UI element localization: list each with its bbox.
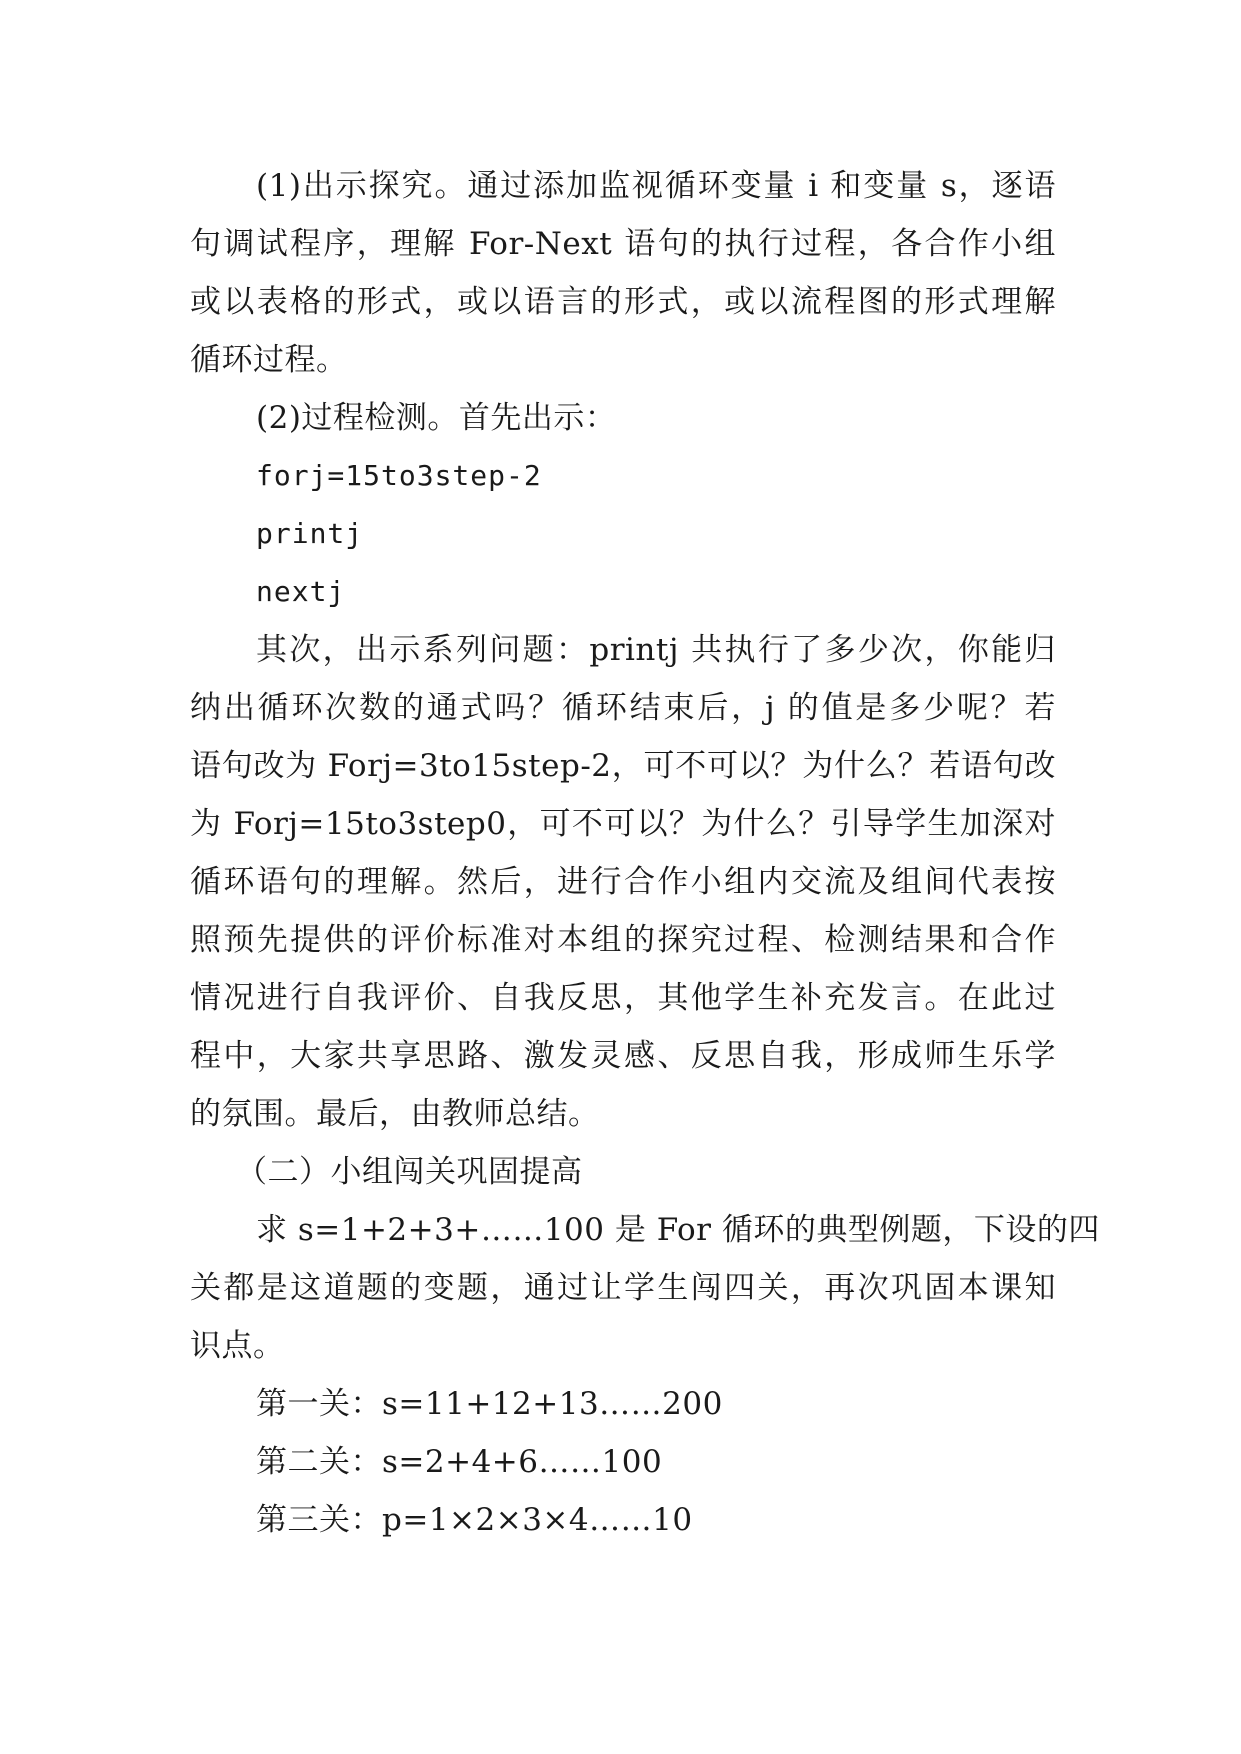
paragraph-4-line-3: 识点。	[190, 1328, 285, 1364]
paragraph-3-line-9: 的氛围。最后，由教师总结。	[190, 1096, 600, 1132]
paragraph-1-line-3: 或以表格的形式，或以语言的形式，或以流程图的形式理解	[190, 284, 1056, 320]
paragraph-1-line-4: 循环过程。	[190, 342, 348, 378]
paragraph-3-line-4: 为 Forj=15to3step0，可不可以？为什么？引导学生加深对	[190, 806, 1056, 842]
paragraph-3-line-3: 语句改为 Forj=3to15step-2，可不可以？为什么？若语句改	[190, 748, 1056, 784]
level-3: 第三关：p=1×2×3×4……10	[256, 1502, 693, 1538]
level-1: 第一关：s=11+12+13……200	[256, 1386, 723, 1422]
level-2: 第二关：s=2+4+6……100	[256, 1444, 663, 1480]
paragraph-3-line-5: 循环语句的理解。然后，进行合作小组内交流及组间代表按	[190, 864, 1056, 900]
paragraph-2: (2)过程检测。首先出示：	[256, 400, 617, 436]
paragraph-1-line-1: (1)出示探究。通过添加监视循环变量 i 和变量 s，逐语	[256, 168, 1056, 204]
code-line-1: forj=15to3step-2	[256, 459, 542, 492]
paragraph-3-line-1: 其次，出示系列问题：printj 共执行了多少次，你能归	[256, 632, 1056, 668]
paragraph-4-line-2: 关都是这道题的变题，通过让学生闯四关，再次巩固本课知	[190, 1270, 1056, 1306]
paragraph-1-line-2: 句调试程序，理解 For-Next 语句的执行过程，各合作小组	[190, 226, 1056, 262]
paragraph-3-line-8: 程中，大家共享思路、激发灵感、反思自我，形成师生乐学	[190, 1038, 1056, 1074]
paragraph-4-line-1: 求 s=1+2+3+……100 是 For 循环的典型例题，下设的四	[256, 1212, 1100, 1248]
section-heading: （二）小组闯关巩固提高	[236, 1154, 583, 1190]
paragraph-3-line-7: 情况进行自我评价、自我反思，其他学生补充发言。在此过	[190, 980, 1056, 1016]
paragraph-3-line-6: 照预先提供的评价标准对本组的探究过程、检测结果和合作	[190, 922, 1056, 958]
code-line-3: nextj	[256, 575, 346, 608]
code-line-2: printj	[256, 517, 364, 550]
paragraph-3-line-2: 纳出循环次数的通式吗？循环结束后，j 的值是多少呢？若	[190, 690, 1056, 726]
